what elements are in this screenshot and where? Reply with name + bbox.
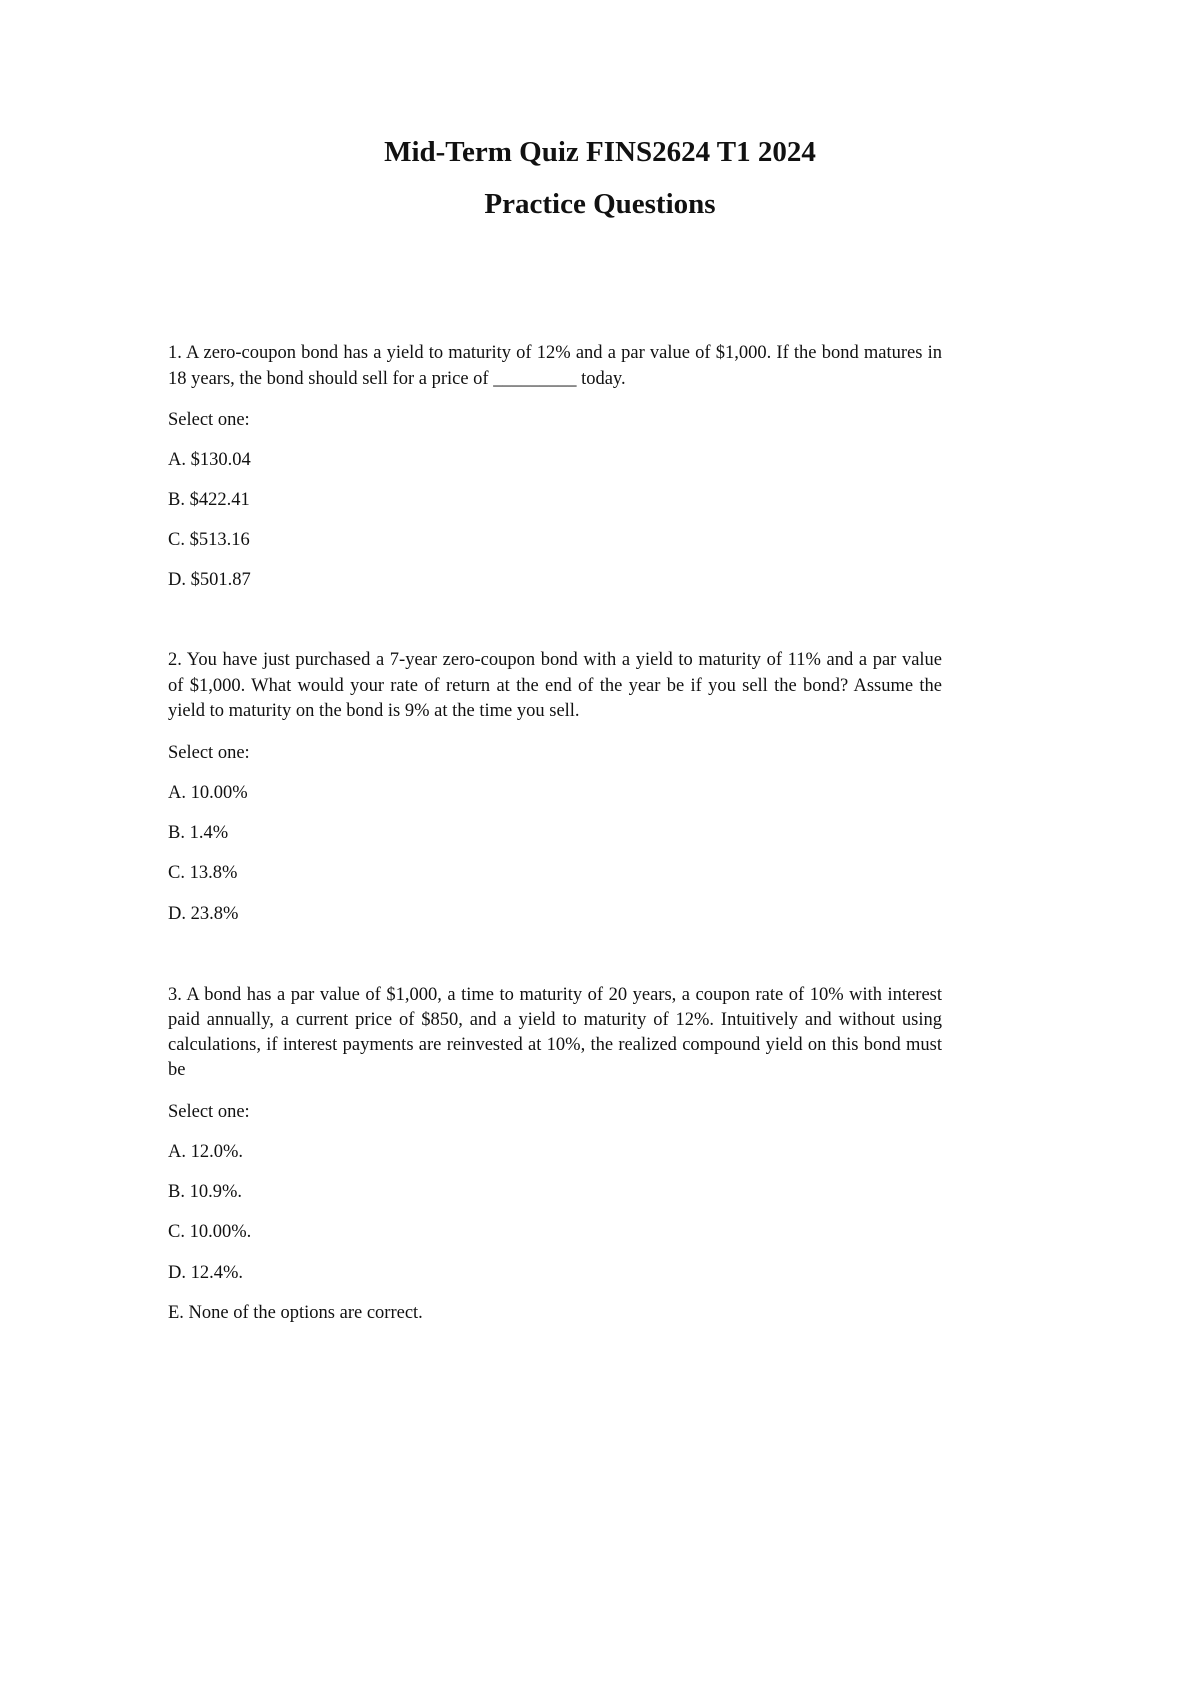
question-3-text: 3. A bond has a par value of $1,000, a time to maturity of 20 years, a coupon rate of 10% with interest paid annually, a current price of $850, and a yield to maturity of 12%. Intuitively and without using calculations, if interest payments are reinvested at 10%, the realized compound yield on this bond must be — [168, 985, 942, 1080]
question-1-option-a[interactable]: A. $130.04 — [168, 450, 251, 470]
question-2-option-a[interactable]: A. 10.00% — [168, 783, 248, 803]
question-3-option-c[interactable]: C. 10.00%. — [168, 1222, 252, 1242]
page-subtitle: Practice Questions — [484, 188, 716, 220]
question-1-option-d[interactable]: D. $501.87 — [168, 570, 251, 590]
question-2-prompt: Select one: — [168, 743, 250, 763]
question-3-prompt: Select one: — [168, 1102, 250, 1122]
page-title: Mid-Term Quiz FINS2624 T1 2024 — [384, 136, 816, 168]
question-3-option-b[interactable]: B. 10.9%. — [168, 1182, 242, 1202]
question-1-prompt: Select one: — [168, 410, 250, 430]
question-1-text: 1. A zero-coupon bond has a yield to maturity of 12% and a par value of $1,000. If the bond matures in 18 years, the bond should sell for a price of _________ today. — [168, 343, 942, 389]
question-3-option-e[interactable]: E. None of the options are correct. — [168, 1303, 423, 1323]
question-2-text: 2. You have just purchased a 7-year zero-coupon bond with a yield to maturity of 11% and a par value of $1,000. What would your rate of return at the end of the year be if you sell the bond? Assume the yield to maturity on the bond is 9% at the time you sell. — [168, 650, 942, 721]
question-3-option-d[interactable]: D. 12.4%. — [168, 1263, 244, 1283]
question-2-option-b[interactable]: B. 1.4% — [168, 823, 229, 843]
question-2-option-c[interactable]: C. 13.8% — [168, 863, 238, 883]
question-1-option-b[interactable]: B. $422.41 — [168, 490, 250, 510]
question-2-option-d[interactable]: D. 23.8% — [168, 904, 239, 924]
question-3-option-a[interactable]: A. 12.0%. — [168, 1142, 244, 1162]
question-1-option-c[interactable]: C. $513.16 — [168, 530, 250, 550]
